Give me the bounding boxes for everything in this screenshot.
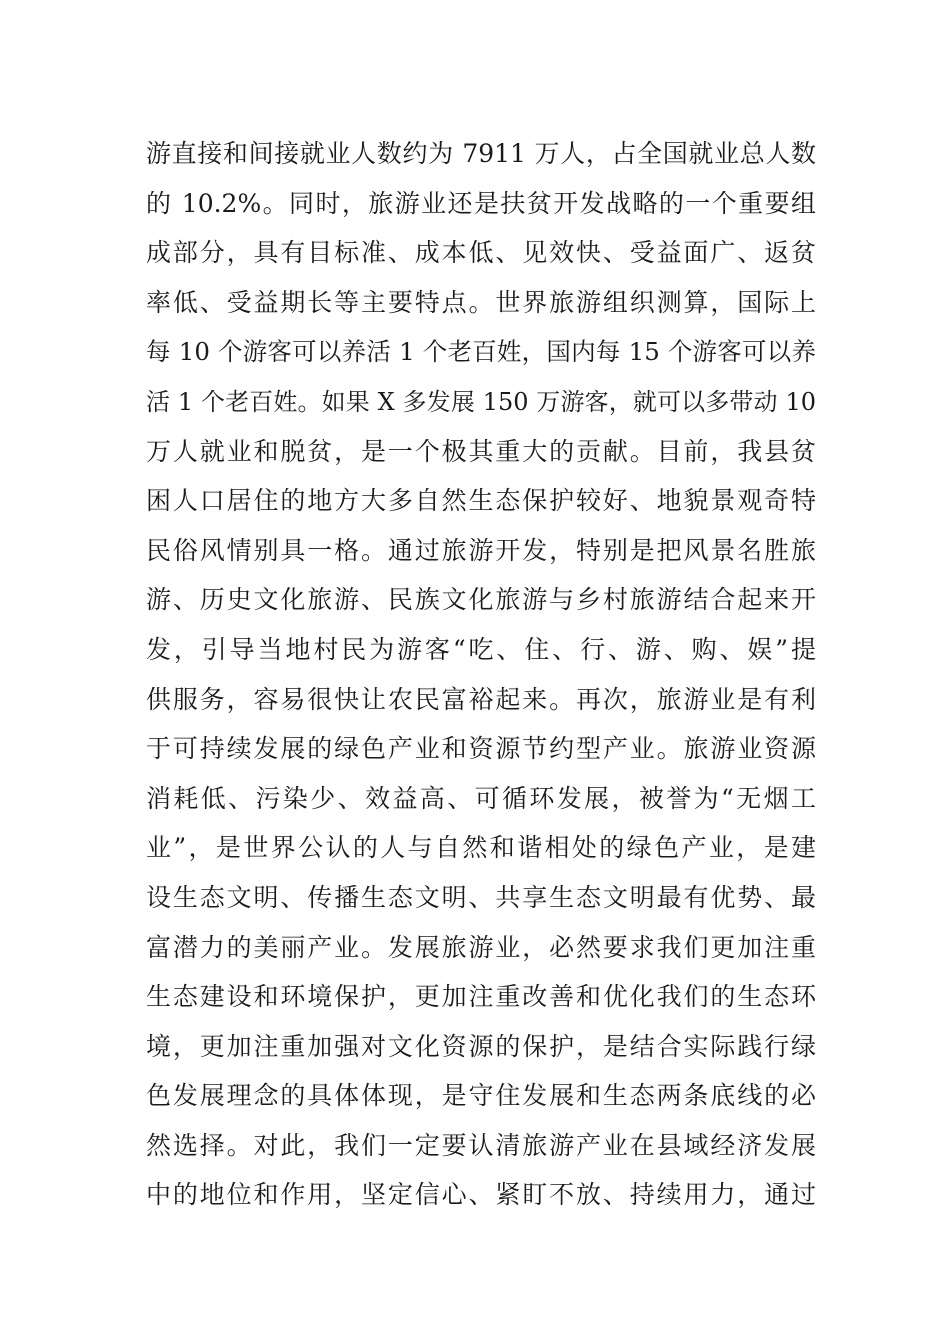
text-line: 活 1 个老百姓。如果 X 多发展 150 万游客，就可以多带动 10 bbox=[146, 387, 816, 416]
text-line: 成部分，具有目标准、成本低、见效快、受益面广、返贫 bbox=[146, 238, 816, 268]
text-line: 每 10 个游客可以养活 1 个老百姓，国内每 15 个游客可以养 bbox=[146, 337, 816, 367]
text-line: 生态建设和环境保护，更加注重改善和优化我们的生态环 bbox=[146, 982, 816, 1012]
text-line: 于可持续发展的绿色产业和资源节约型产业。旅游业资源 bbox=[146, 734, 816, 764]
text-line: 业”，是世界公认的人与自然和谐相处的绿色产业，是建 bbox=[146, 833, 816, 863]
text-line: 万人就业和脱贫，是一个极其重大的贡献。目前，我县贫 bbox=[146, 436, 816, 466]
body-paragraph bbox=[146, 132, 816, 1223]
text-line: 的 10.2%。同时，旅游业还是扶贫开发战略的一个重要组 bbox=[146, 188, 816, 218]
text-line: 色发展理念的具体体现，是守住发展和生态两条底线的必 bbox=[146, 1081, 816, 1111]
text-line: 境，更加注重加强对文化资源的保护，是结合实际践行绿 bbox=[146, 1031, 816, 1061]
text-line: 游直接和间接就业人数约为 7911 万人，占全国就业总人数 bbox=[146, 139, 816, 168]
text-line: 率低、受益期长等主要特点。世界旅游组织测算，国际上 bbox=[146, 287, 816, 317]
text-line: 消耗低、污染少、效益高、可循环发展，被誉为“无烟工 bbox=[146, 783, 816, 813]
text-line: 富潜力的美丽产业。发展旅游业，必然要求我们更加注重 bbox=[146, 932, 816, 962]
text-line: 游、历史文化旅游、民族文化旅游与乡村旅游结合起来开 bbox=[146, 585, 816, 615]
text-line: 发，引导当地村民为游客“吃、住、行、游、购、娱”提 bbox=[146, 634, 816, 664]
text-line: 中的地位和作用，坚定信心、紧盯不放、持续用力，通过 bbox=[146, 1180, 816, 1210]
text-line: 民俗风情别具一格。通过旅游开发，特别是把风景名胜旅 bbox=[146, 535, 816, 565]
text-line: 困人口居住的地方大多自然生态保护较好、地貌景观奇特 bbox=[146, 486, 816, 516]
text-line: 然选择。对此，我们一定要认清旅游产业在县域经济发展 bbox=[146, 1130, 816, 1160]
text-line: 设生态文明、传播生态文明、共享生态文明最有优势、最 bbox=[146, 882, 816, 912]
text-line: 供服务，容易很快让农民富裕起来。再次，旅游业是有利 bbox=[146, 684, 816, 714]
